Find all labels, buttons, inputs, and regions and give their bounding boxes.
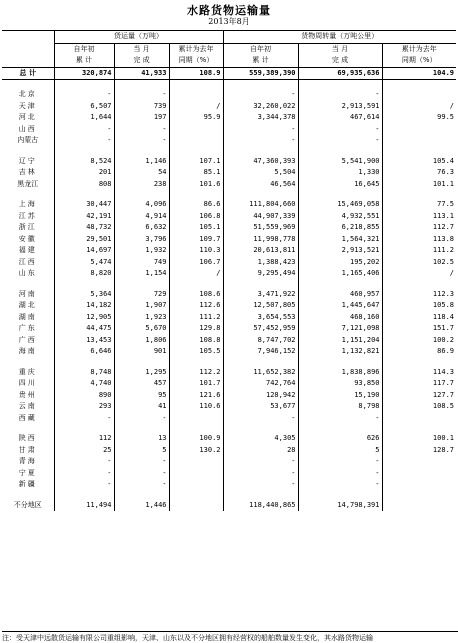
turnover-yoy-cell <box>382 500 456 512</box>
table-row <box>2 456 456 468</box>
footnote: 注：受天津中远散货运输有限公司重组影响，天津、山东以及不分地区拥有经营权的船舶数量发生变化，其水路货物运输 <box>2 631 458 643</box>
cargo-ytd-header-1: 自年初 <box>54 43 114 55</box>
table-row <box>2 89 456 101</box>
turnover-ytd-cell: 12,507,805 <box>223 300 298 312</box>
cargo-month-cell: 1,295 <box>114 367 169 379</box>
cargo-month-cell: 1,806 <box>114 335 169 347</box>
cargo-month-cell: 1,154 <box>114 268 169 280</box>
region-name: 吉林 <box>2 167 54 179</box>
turnover-month-cell: 15,190 <box>298 390 382 402</box>
turnover-ytd-cell: 28 <box>223 445 298 457</box>
cargo-yoy-cell: 100.9 <box>169 433 223 445</box>
cargo-yoy-cell <box>169 479 223 491</box>
cargo-yoy-cell: / <box>169 101 223 113</box>
region-name: 重庆 <box>2 367 54 379</box>
turnover-ytd-cell: 57,452,959 <box>223 323 298 335</box>
cargo-month-cell: - <box>114 479 169 491</box>
cargo-month-cell: 41,933 <box>114 67 169 80</box>
cargo-yoy-cell: 101.7 <box>169 378 223 390</box>
table-row <box>2 346 456 358</box>
turnover-group-header: 货物周转量（万吨公里） <box>223 31 456 44</box>
spacer-row <box>2 280 456 289</box>
region-name: 河南 <box>2 289 54 301</box>
turnover-month-cell: 15,469,058 <box>298 199 382 211</box>
cargo-ytd-cell: 8,524 <box>54 156 114 168</box>
spacer-row <box>2 424 456 433</box>
table-row <box>2 479 456 491</box>
cargo-month-cell: 5 <box>114 445 169 457</box>
region-name: 北京 <box>2 89 54 101</box>
turnover-month-cell: 1,165,406 <box>298 268 382 280</box>
turnover-ytd-cell: 5,504 <box>223 167 298 179</box>
cargo-yoy-cell: 121.6 <box>169 390 223 402</box>
cargo-month-cell: 739 <box>114 101 169 113</box>
region-name: 云南 <box>2 401 54 413</box>
turnover-month-cell: - <box>298 456 382 468</box>
turnover-yoy-cell: 100.2 <box>432 335 454 344</box>
cargo-ytd-cell: 293 <box>54 401 114 413</box>
turnover-month-cell: 460,957 <box>298 289 382 301</box>
turnover-month-cell: 2,913,591 <box>298 101 382 113</box>
turnover-month-cell: 1,838,896 <box>298 367 382 379</box>
cargo-ytd-cell: 42,191 <box>54 211 114 223</box>
spacer-row <box>2 190 456 199</box>
turnover-month-cell: 93,850 <box>298 378 382 390</box>
turnover-month-header-2: 完 成 <box>298 55 382 67</box>
cargo-ytd-cell: 320,874 <box>54 67 114 80</box>
turnover-ytd-cell: 51,559,969 <box>223 222 298 234</box>
table-row <box>2 156 456 168</box>
turnover-month-cell: 7,121,098 <box>298 323 382 335</box>
turnover-ytd-cell: 3,654,553 <box>223 312 298 324</box>
cargo-yoy-cell: 111.2 <box>169 312 223 324</box>
turnover-yoy-cell <box>382 135 456 147</box>
region-name: 辽宁 <box>2 156 54 168</box>
cargo-ytd-cell: 48,732 <box>54 222 114 234</box>
turnover-month-header-1: 当 月 <box>298 43 382 55</box>
cargo-month-cell: - <box>114 468 169 480</box>
cargo-month-cell: 41 <box>114 401 169 413</box>
turnover-yoy-cell: 104.9 <box>382 67 456 80</box>
report-title: 水路货物运输量 <box>187 4 271 17</box>
turnover-month-cell: - <box>298 135 382 147</box>
cargo-month-cell: 197 <box>114 112 169 124</box>
turnover-ytd-cell: 53,677 <box>223 401 298 413</box>
turnover-month-cell: 69,935,636 <box>298 67 382 80</box>
cargo-month-cell: - <box>114 413 169 425</box>
turnover-ytd-cell: 20,613,811 <box>223 245 298 257</box>
cargo-ytd-cell: 14,697 <box>54 245 114 257</box>
cargo-yoy-cell: 112.2 <box>169 367 223 379</box>
table-row <box>2 199 456 211</box>
turnover-ytd-cell: - <box>223 135 298 147</box>
table-row <box>2 390 456 402</box>
turnover-ytd-cell: 32,260,022 <box>223 101 298 113</box>
turnover-yoy-cell: 111.2 <box>432 246 454 255</box>
table-row <box>2 245 456 257</box>
cargo-yoy-cell: 110.6 <box>169 401 223 413</box>
turnover-month-cell: - <box>298 479 382 491</box>
turnover-yoy-cell <box>382 468 456 480</box>
turnover-ytd-cell: 9,295,494 <box>223 268 298 280</box>
turnover-ytd-cell: 3,344,378 <box>223 112 298 124</box>
table-row <box>2 257 456 269</box>
spacer-row <box>2 80 456 90</box>
table-row <box>2 401 456 413</box>
cargo-yoy-cell: / <box>169 268 223 280</box>
cargo-ytd-cell: - <box>54 124 114 136</box>
turnover-yoy-cell <box>382 456 456 468</box>
turnover-month-cell: 8,798 <box>298 401 382 413</box>
turnover-ytd-cell: 8,747,702 <box>223 335 298 347</box>
cargo-yoy-cell: 129.8 <box>169 323 223 335</box>
turnover-ytd-header-2: 累 计 <box>223 55 298 67</box>
cargo-month-cell: 4,914 <box>114 211 169 223</box>
cargo-ytd-cell: - <box>54 468 114 480</box>
cargo-yoy-cell: 101.6 <box>169 179 223 191</box>
turnover-month-cell: 1,330 <box>298 167 382 179</box>
turnover-ytd-cell: 1,388,423 <box>223 257 298 269</box>
turnover-month-cell: 5 <box>298 445 382 457</box>
turnover-ytd-cell: 559,389,390 <box>223 67 298 80</box>
cargo-ytd-cell: - <box>54 413 114 425</box>
cargo-month-cell: 5,670 <box>114 323 169 335</box>
table-row <box>2 112 456 124</box>
region-name: 广东 <box>2 323 54 335</box>
turnover-ytd-header-1: 自年初 <box>223 43 298 55</box>
table-row <box>2 312 456 324</box>
table-row <box>2 378 456 390</box>
cargo-yoy-cell: 130.2 <box>169 445 223 457</box>
cargo-ytd-cell: 44,475 <box>54 323 114 335</box>
turnover-ytd-cell: - <box>223 479 298 491</box>
cargo-month-cell: 238 <box>114 179 169 191</box>
turnover-month-cell: 468,160 <box>298 312 382 324</box>
table-row <box>2 234 456 246</box>
turnover-ytd-cell: 128,942 <box>223 390 298 402</box>
cargo-yoy-cell <box>169 89 223 101</box>
turnover-yoy-cell: 151.7 <box>432 324 454 333</box>
cargo-ytd-cell: 29,501 <box>54 234 114 246</box>
turnover-yoy-cell <box>382 124 456 136</box>
table-row <box>2 124 456 136</box>
turnover-ytd-cell: 11,652,382 <box>223 367 298 379</box>
turnover-yoy-cell: 128.7 <box>432 445 454 454</box>
turnover-yoy-cell: 101.1 <box>432 179 454 188</box>
cargo-ytd-cell: 6,507 <box>54 101 114 113</box>
turnover-ytd-cell: - <box>223 89 298 101</box>
turnover-yoy-cell <box>382 89 456 101</box>
cargo-ytd-cell: - <box>54 479 114 491</box>
cargo-ytd-cell: - <box>54 89 114 101</box>
cargo-ytd-cell: 8,820 <box>54 268 114 280</box>
region-name: 贵州 <box>2 390 54 402</box>
cargo-month-cell: 1,932 <box>114 245 169 257</box>
table-row <box>2 323 456 335</box>
cargo-month-cell: 1,446 <box>114 500 169 512</box>
cargo-yoy-cell: 108.6 <box>169 289 223 301</box>
cargo-month-cell: 1,907 <box>114 300 169 312</box>
cargo-month-header-2: 完 成 <box>114 55 169 67</box>
table-row <box>2 268 456 280</box>
header-row-2 <box>2 55 456 67</box>
cargo-ytd-cell: 808 <box>54 179 114 191</box>
cargo-yoy-header-1: 累计为去年 <box>169 43 223 55</box>
turnover-yoy-cell: / <box>449 269 454 278</box>
cargo-ytd-cell: 25 <box>54 445 114 457</box>
cargo-ytd-cell: 112 <box>54 433 114 445</box>
turnover-ytd-cell: - <box>223 468 298 480</box>
cargo-month-cell: - <box>114 135 169 147</box>
turnover-month-cell: 467,614 <box>298 112 382 124</box>
turnover-ytd-cell: 4,305 <box>223 433 298 445</box>
cargo-month-cell: - <box>114 124 169 136</box>
table-row <box>2 367 456 379</box>
cargo-ytd-cell: 12,905 <box>54 312 114 324</box>
region-name: 海南 <box>2 346 54 358</box>
turnover-month-cell: 1,132,821 <box>298 346 382 358</box>
turnover-yoy-cell: 105.8 <box>432 301 454 310</box>
turnover-yoy-cell: 117.7 <box>432 379 454 388</box>
cargo-ytd-cell: 8,748 <box>54 367 114 379</box>
header-row-1 <box>2 43 456 55</box>
table-row <box>2 433 456 445</box>
turnover-month-cell: 1,151,204 <box>298 335 382 347</box>
turnover-month-cell: 14,798,391 <box>298 500 382 512</box>
cargo-yoy-cell: 107.1 <box>169 156 223 168</box>
turnover-month-cell: 195,202 <box>298 257 382 269</box>
turnover-yoy-cell: 127.7 <box>432 390 454 399</box>
table-row <box>2 211 456 223</box>
region-name: 湖南 <box>2 312 54 324</box>
cargo-yoy-cell: 85.1 <box>169 167 223 179</box>
cargo-yoy-cell: 105.1 <box>169 222 223 234</box>
cargo-yoy-cell: 109.7 <box>169 234 223 246</box>
cargo-yoy-cell <box>169 500 223 512</box>
cargo-yoy-cell: 86.6 <box>169 199 223 211</box>
cargo-ytd-cell: 30,447 <box>54 199 114 211</box>
region-name: 甘肃 <box>2 445 54 457</box>
turnover-yoy-cell <box>382 413 456 425</box>
cargo-month-cell: 901 <box>114 346 169 358</box>
header-row-groups <box>2 31 456 44</box>
cargo-month-cell: - <box>114 456 169 468</box>
turnover-yoy-cell: 105.4 <box>432 156 454 165</box>
turnover-yoy-cell: 113.1 <box>432 211 454 220</box>
turnover-month-cell: 5,541,900 <box>298 156 382 168</box>
turnover-yoy-cell: 99.5 <box>437 113 454 122</box>
cargo-yoy-cell <box>169 135 223 147</box>
turnover-ytd-cell: 7,946,152 <box>223 346 298 358</box>
table-row <box>2 335 456 347</box>
transport-table <box>2 30 456 511</box>
turnover-month-cell: 16,645 <box>298 179 382 191</box>
cargo-ytd-cell: 13,453 <box>54 335 114 347</box>
region-name: 江苏 <box>2 211 54 223</box>
cargo-ytd-cell: 890 <box>54 390 114 402</box>
cargo-month-cell: 1,146 <box>114 156 169 168</box>
cargo-month-cell: 1,923 <box>114 312 169 324</box>
turnover-month-cell: 6,218,855 <box>298 222 382 234</box>
region-name: 西藏 <box>2 413 54 425</box>
cargo-ytd-cell: 201 <box>54 167 114 179</box>
turnover-yoy-cell: 112.3 <box>432 289 454 298</box>
cargo-month-cell: - <box>114 89 169 101</box>
turnover-yoy-cell: / <box>449 101 454 110</box>
cargo-yoy-cell: 108.9 <box>169 67 223 80</box>
cargo-ytd-header-2: 累 计 <box>54 55 114 67</box>
turnover-yoy-cell: 77.5 <box>437 200 454 209</box>
turnover-month-cell: 1,564,321 <box>298 234 382 246</box>
region-name: 黑龙江 <box>2 179 54 191</box>
turnover-month-cell: - <box>298 89 382 101</box>
turnover-ytd-cell: 118,440,865 <box>223 500 298 512</box>
turnover-ytd-cell: - <box>223 124 298 136</box>
cargo-ytd-cell: - <box>54 135 114 147</box>
region-name: 安徽 <box>2 234 54 246</box>
cargo-yoy-cell <box>169 124 223 136</box>
turnover-yoy-cell: 102.5 <box>432 257 454 266</box>
cargo-yoy-cell: 108.8 <box>169 335 223 347</box>
cargo-month-cell: 457 <box>114 378 169 390</box>
table-row <box>2 101 456 113</box>
cargo-yoy-cell: 105.5 <box>169 346 223 358</box>
cargo-group-header: 货运量（万吨） <box>54 31 223 44</box>
region-name: 福建 <box>2 245 54 257</box>
cargo-ytd-cell: - <box>54 456 114 468</box>
cargo-month-cell: 3,796 <box>114 234 169 246</box>
region-name: 新疆 <box>2 479 54 491</box>
table-row <box>2 468 456 480</box>
turnover-month-cell: - <box>298 124 382 136</box>
spacer-row <box>2 491 456 500</box>
cargo-yoy-header-2: 同期（%） <box>169 55 223 67</box>
region-name: 湖北 <box>2 300 54 312</box>
turnover-month-cell: 4,932,551 <box>298 211 382 223</box>
turnover-ytd-cell: 44,907,339 <box>223 211 298 223</box>
region-name: 天津 <box>2 101 54 113</box>
cargo-month-cell: 6,632 <box>114 222 169 234</box>
cargo-month-header-1: 当 月 <box>114 43 169 55</box>
cargo-ytd-cell: 14,182 <box>54 300 114 312</box>
table-row <box>2 222 456 234</box>
cargo-yoy-cell: 95.9 <box>169 112 223 124</box>
cargo-ytd-cell: 11,494 <box>54 500 114 512</box>
region-name: 上海 <box>2 199 54 211</box>
cargo-month-cell: 4,096 <box>114 199 169 211</box>
turnover-ytd-cell: 3,471,922 <box>223 289 298 301</box>
turnover-yoy-cell: 100.1 <box>432 434 454 443</box>
cargo-ytd-cell: 1,644 <box>54 112 114 124</box>
turnover-ytd-cell: 742,764 <box>223 378 298 390</box>
cargo-month-cell: 54 <box>114 167 169 179</box>
spacer-row <box>2 147 456 156</box>
cargo-month-cell: 95 <box>114 390 169 402</box>
turnover-yoy-header-1: 累计为去年 <box>401 44 437 53</box>
turnover-month-cell: 2,913,521 <box>298 245 382 257</box>
cargo-ytd-cell: 5,474 <box>54 257 114 269</box>
total-row <box>2 67 456 80</box>
cargo-ytd-cell: 6,646 <box>54 346 114 358</box>
table-row <box>2 179 456 191</box>
turnover-month-cell: - <box>298 413 382 425</box>
cargo-yoy-cell: 106.7 <box>169 257 223 269</box>
cargo-yoy-cell: 110.3 <box>169 245 223 257</box>
turnover-yoy-cell: 112.7 <box>432 223 454 232</box>
turnover-month-cell: 626 <box>298 433 382 445</box>
table-row <box>2 413 456 425</box>
table-row <box>2 167 456 179</box>
region-name: 不分地区 <box>2 500 54 512</box>
region-name: 浙江 <box>2 222 54 234</box>
turnover-ytd-cell: 46,564 <box>223 179 298 191</box>
turnover-yoy-cell: 86.9 <box>437 347 454 356</box>
spacer-row <box>2 358 456 367</box>
region-name: 宁夏 <box>2 468 54 480</box>
turnover-yoy-cell: 76.3 <box>437 168 454 177</box>
region-name: 四川 <box>2 378 54 390</box>
cargo-ytd-cell: 5,364 <box>54 289 114 301</box>
table-row-other <box>2 500 456 512</box>
turnover-yoy-cell <box>382 479 456 491</box>
region-name: 陕西 <box>2 433 54 445</box>
turnover-ytd-cell: - <box>223 413 298 425</box>
region-name: 青海 <box>2 456 54 468</box>
turnover-ytd-cell: 47,360,393 <box>223 156 298 168</box>
table-row <box>2 135 456 147</box>
turnover-yoy-cell: 118.4 <box>432 312 454 321</box>
turnover-ytd-cell: 11,998,778 <box>223 234 298 246</box>
turnover-month-cell: 1,445,647 <box>298 300 382 312</box>
cargo-yoy-cell <box>169 413 223 425</box>
region-name: 山西 <box>2 124 54 136</box>
turnover-yoy-header-2: 同期（%） <box>382 55 456 67</box>
cargo-month-cell: 749 <box>114 257 169 269</box>
turnover-ytd-cell: 111,804,660 <box>223 199 298 211</box>
table-row <box>2 289 456 301</box>
turnover-yoy-cell: 114.3 <box>432 367 454 376</box>
region-name: 江西 <box>2 257 54 269</box>
region-name: 山东 <box>2 268 54 280</box>
turnover-ytd-cell: - <box>223 456 298 468</box>
cargo-month-cell: 13 <box>114 433 169 445</box>
table-row <box>2 300 456 312</box>
cargo-ytd-cell: 4,740 <box>54 378 114 390</box>
cargo-yoy-cell <box>169 456 223 468</box>
turnover-yoy-cell: 113.8 <box>432 234 454 243</box>
report-date: 2013年8月 <box>208 17 250 26</box>
region-name: 总 计 <box>2 67 54 80</box>
turnover-yoy-cell: 108.5 <box>432 402 454 411</box>
region-name: 广西 <box>2 335 54 347</box>
cargo-yoy-cell <box>169 468 223 480</box>
cargo-month-cell: 729 <box>114 289 169 301</box>
cargo-yoy-cell: 112.6 <box>169 300 223 312</box>
table-row <box>2 445 456 457</box>
region-name: 内蒙古 <box>2 135 54 147</box>
turnover-month-cell: - <box>298 468 382 480</box>
region-name: 河北 <box>2 112 54 124</box>
cargo-yoy-cell: 106.8 <box>169 211 223 223</box>
